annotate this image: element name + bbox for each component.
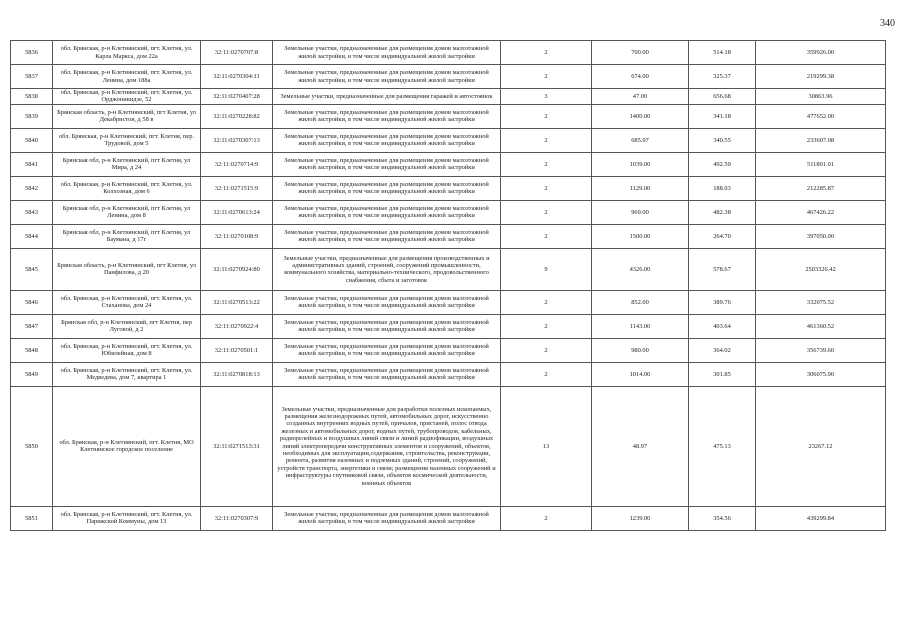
cadastral-value-cell: 397050.00	[756, 224, 886, 248]
permitted-use-cell: Земельные участки, предназначенные для размещения домов малоэтажной жилой застройки, в том числе индивидуальной жилой застройки	[273, 41, 501, 65]
row-number: 5842	[11, 176, 53, 200]
area-cell: 48.97	[592, 386, 689, 506]
use-group-cell: 2	[501, 128, 592, 152]
cadastral-number-cell: 32:11:0270922:4	[201, 314, 273, 338]
cadastral-number-cell: 32:11:0270924:80	[201, 248, 273, 290]
cadastral-value-cell: 511801.01	[756, 152, 886, 176]
area-cell: 1143.00	[592, 314, 689, 338]
cadastral-value-cell: 356739.60	[756, 338, 886, 362]
address-cell: обл. Брянская, р-н Клетнянский, пгт. Клетня, МО Клетнянское городское поселение	[53, 386, 201, 506]
specific-value-cell: 389.76	[689, 290, 756, 314]
table-row	[11, 314, 886, 338]
use-group-cell: 2	[501, 362, 592, 386]
specific-value-cell: 364.02	[689, 338, 756, 362]
permitted-use-cell: Земельные участки, предназначенные для размещения домов малоэтажной жилой застройки, в том числе индивидуальной жилой застройки	[273, 290, 501, 314]
area-cell: 674.00	[592, 65, 689, 89]
cadastral-number-cell: 32:11:0270307:13	[201, 128, 273, 152]
cadastral-value-cell: 23267.12	[756, 386, 886, 506]
cadastral-value-cell: 439299.84	[756, 506, 886, 530]
specific-value-cell: 340.55	[689, 128, 756, 152]
permitted-use-cell: Земельные участки, предназначенные для размещения домов малоэтажной жилой застройки, в том числе индивидуальной жилой застройки	[273, 65, 501, 89]
cadastral-value-cell: 477652.00	[756, 104, 886, 128]
specific-value-cell: 301.85	[689, 362, 756, 386]
address-cell: обл. Брянская, р-н Клетнянский, пгт. Клетня, ул. Орджоникидзе, 52	[53, 89, 201, 105]
table-row	[11, 224, 886, 248]
row-number: 5846	[11, 290, 53, 314]
address-cell: Брянская обл, р-н Клетнянский, пгт Клетня, пер Луговой, д 2	[53, 314, 201, 338]
row-number: 5838	[11, 89, 53, 105]
use-group-cell: 2	[501, 176, 592, 200]
cadastral-value-table	[10, 40, 886, 531]
permitted-use-cell: Земельные участки, предназначенные для размещения домов малоэтажной жилой застройки, в том числе индивидуальной жилой застройки	[273, 152, 501, 176]
area-cell: 1500.00	[592, 224, 689, 248]
address-cell: обл. Брянская, р-н Клетнянский, пгт. Клетня, пер. Трудовой, дом 5	[53, 128, 201, 152]
table-row	[11, 248, 886, 290]
address-cell: Брянская обл, р-н Клетнянский, пгт Клетня, ул Баумана, д 17г	[53, 224, 201, 248]
table-row	[11, 290, 886, 314]
use-group-cell: 9	[501, 248, 592, 290]
use-group-cell: 3	[501, 89, 592, 105]
specific-value-cell: 578.67	[689, 248, 756, 290]
row-number: 5840	[11, 128, 53, 152]
cadastral-value-cell: 461360.52	[756, 314, 886, 338]
row-number: 5850	[11, 386, 53, 506]
specific-value-cell: 492.59	[689, 152, 756, 176]
specific-value-cell: 482.38	[689, 200, 756, 224]
permitted-use-cell: Земельные участки, предназначенные для размещения домов малоэтажной жилой застройки, в том числе индивидуальной жилой застройки	[273, 362, 501, 386]
table-row	[11, 506, 886, 530]
row-number: 5851	[11, 506, 53, 530]
permitted-use-cell: Земельные участки, предназначенные для размещения домов малоэтажной жилой застройки, в том числе индивидуальной жилой застройки	[273, 176, 501, 200]
cadastral-number-cell: 32:11:0270501:1	[201, 338, 273, 362]
table-row	[11, 152, 886, 176]
permitted-use-cell: Земельные участки, предназначенные для разработки полезных ископаемых, размещения железнодорожных путей, автомобильных дорог, искусственно созданных внутренних водных путей, причалов, пристаней, полос отвода железных и автомобильных дорог, водных путей, трубопроводов, кабельных, радиорелейных и воздушных линий связи и линий радиофикации, воздушных линий электропередачи конструктивных элементов и сооружений, объектов, необходимых для эксплуатации,содержания, строительства, реконструкции, ремонта, развития наземных и подземных зданий, строений, сооружений, устройств транспорта, энергетики и связи; размещения наземных сооружений и инфраструктуры спутниковой связи, объектов космической деятельности, военных объектов	[273, 386, 501, 506]
table-row	[11, 128, 886, 152]
table-row	[11, 65, 886, 89]
table-body	[11, 41, 886, 531]
address-cell: Брянская обл, р-н Клетнянский, пгт Клетня, ул Мира, д 24	[53, 152, 201, 176]
row-number: 5837	[11, 65, 53, 89]
area-cell: 685.97	[592, 128, 689, 152]
area-cell: 969.00	[592, 200, 689, 224]
specific-value-cell: 188.03	[689, 176, 756, 200]
area-cell: 1239.00	[592, 506, 689, 530]
cadastral-value-cell: 467426.22	[756, 200, 886, 224]
address-cell: Брянская область, р-н Клетнянский, пгт Клетня, ул Панфилова, д 20	[53, 248, 201, 290]
specific-value-cell: 264.70	[689, 224, 756, 248]
row-number: 5839	[11, 104, 53, 128]
table-row	[11, 362, 886, 386]
area-cell: 980.00	[592, 338, 689, 362]
row-number: 5844	[11, 224, 53, 248]
use-group-cell: 2	[501, 104, 592, 128]
cadastral-number-cell: 32:11:0270407:28	[201, 89, 273, 105]
specific-value-cell: 354.56	[689, 506, 756, 530]
table-row	[11, 89, 886, 105]
address-cell: обл. Брянская, р-н Клетнянский, пгт. Клетня, ул. Медведева, дом 7, квартира 1	[53, 362, 201, 386]
area-cell: 700.00	[592, 41, 689, 65]
cadastral-value-cell: 359926.00	[756, 41, 886, 65]
permitted-use-cell: Земельные участки, предназначенные для размещения домов малоэтажной жилой застройки, в том числе индивидуальной жилой застройки	[273, 104, 501, 128]
area-cell: 1039.00	[592, 152, 689, 176]
permitted-use-cell: Земельные участки, предназначенные для размещения домов малоэтажной жилой застройки, в том числе индивидуальной жилой застройки	[273, 224, 501, 248]
address-cell: Брянская область, р-н Клетнянский, пгт Клетня, ул Декабристов, д 58 в	[53, 104, 201, 128]
specific-value-cell: 403.64	[689, 314, 756, 338]
specific-value-cell: 325.37	[689, 65, 756, 89]
cadastral-number-cell: 32:11:0271515:9	[201, 176, 273, 200]
row-number: 5841	[11, 152, 53, 176]
cadastral-value-cell: 30863.96	[756, 89, 886, 105]
page-number: 340	[880, 18, 895, 29]
cadastral-value-cell: 219299.38	[756, 65, 886, 89]
specific-value-cell: 656.68	[689, 89, 756, 105]
table-row	[11, 200, 886, 224]
area-cell: 1129.00	[592, 176, 689, 200]
use-group-cell: 2	[501, 41, 592, 65]
row-number: 5836	[11, 41, 53, 65]
cadastral-number-cell: 32:11:0270707:8	[201, 41, 273, 65]
permitted-use-cell: Земельные участки, предназначенные для размещения домов малоэтажной жилой застройки, в том числе индивидуальной жилой застройки	[273, 506, 501, 530]
specific-value-cell: 475.13	[689, 386, 756, 506]
use-group-cell: 2	[501, 65, 592, 89]
row-number: 5848	[11, 338, 53, 362]
permitted-use-cell: Земельные участки, предназначенные для размещения домов малоэтажной жилой застройки, в том числе индивидуальной жилой застройки	[273, 314, 501, 338]
table-row	[11, 338, 886, 362]
table-row	[11, 104, 886, 128]
row-number: 5849	[11, 362, 53, 386]
cadastral-number-cell: 32:11:0270108:9	[201, 224, 273, 248]
cadastral-number-cell: 32:11:0270613:24	[201, 200, 273, 224]
address-cell: обл. Брянская, р-н Клетнянский, пгт. Клетня, ул. Колхозная, дом 6	[53, 176, 201, 200]
use-group-cell: 2	[501, 338, 592, 362]
table-row	[11, 176, 886, 200]
address-cell: обл. Брянская, р-н Клетнянский, пгт. Клетня, ул. Парижской Коммуны, дом 13	[53, 506, 201, 530]
table-row	[11, 386, 886, 506]
permitted-use-cell: Земельные участки, предназначенные для размещения домов малоэтажной жилой застройки, в том числе индивидуальной жилой застройки	[273, 200, 501, 224]
use-group-cell: 2	[501, 152, 592, 176]
address-cell: обл. Брянская, р-н Клетнянский, пгт. Клетня, ул. Ленина, дом 188а	[53, 65, 201, 89]
area-cell: 1400.00	[592, 104, 689, 128]
permitted-use-cell: Земельные участки, предназначенные для размещения производственных и административных зданий, строений, сооружений промышленности, коммунального хозяйства, материально-технического, продовольственного снабжения, сбыта и заготовок	[273, 248, 501, 290]
specific-value-cell: 514.18	[689, 41, 756, 65]
cadastral-number-cell: 32:11:0270304:11	[201, 65, 273, 89]
cadastral-number-cell: 32:11:0270307:9	[201, 506, 273, 530]
cadastral-value-cell: 2503326.42	[756, 248, 886, 290]
address-cell: обл. Брянская, р-н Клетнянский, пгт. Клетня, ул. Стаханова, дом 24	[53, 290, 201, 314]
area-cell: 852.00	[592, 290, 689, 314]
permitted-use-cell: Земельные участки, предназначенные для размещения домов малоэтажной жилой застройки, в том числе индивидуальной жилой застройки	[273, 338, 501, 362]
use-group-cell: 2	[501, 224, 592, 248]
cadastral-number-cell: 32:11:0270818:13	[201, 362, 273, 386]
address-cell: Брянская обл, р-н Клетнянский, пгт Клетня, ул Ленина, дом 8	[53, 200, 201, 224]
area-cell: 47.00	[592, 89, 689, 105]
cadastral-number-cell: 32:11:0270513:22	[201, 290, 273, 314]
row-number: 5843	[11, 200, 53, 224]
use-group-cell: 2	[501, 290, 592, 314]
use-group-cell: 2	[501, 200, 592, 224]
row-number: 5845	[11, 248, 53, 290]
permitted-use-cell: Земельные участки, предназначенные для размещения домов малоэтажной жилой застройки, в том числе индивидуальной жилой застройки	[273, 128, 501, 152]
row-number: 5847	[11, 314, 53, 338]
cadastral-value-cell: 212285.87	[756, 176, 886, 200]
use-group-cell: 2	[501, 506, 592, 530]
area-cell: 1014.00	[592, 362, 689, 386]
specific-value-cell: 341.18	[689, 104, 756, 128]
cadastral-number-cell: 32:11:0270228:82	[201, 104, 273, 128]
cadastral-number-cell: 32:11:0271513:31	[201, 386, 273, 506]
use-group-cell: 2	[501, 314, 592, 338]
cadastral-value-cell: 233607.08	[756, 128, 886, 152]
address-cell: обл. Брянская, р-н Клетнянский, пгт. Клетня, ул. Карла Маркса, дом 22а	[53, 41, 201, 65]
table-row	[11, 41, 886, 65]
permitted-use-cell: Земельные участки, предназначенные для размещения гаражей и автостоянок	[273, 89, 501, 105]
cadastral-value-cell: 306075.90	[756, 362, 886, 386]
cadastral-number-cell: 32:11:0270714:9	[201, 152, 273, 176]
cadastral-value-cell: 332075.52	[756, 290, 886, 314]
area-cell: 4326.00	[592, 248, 689, 290]
use-group-cell: 13	[501, 386, 592, 506]
address-cell: обл. Брянская, р-н Клетнянский, пгт. Клетня, ул. Юбилейная, дом 8	[53, 338, 201, 362]
